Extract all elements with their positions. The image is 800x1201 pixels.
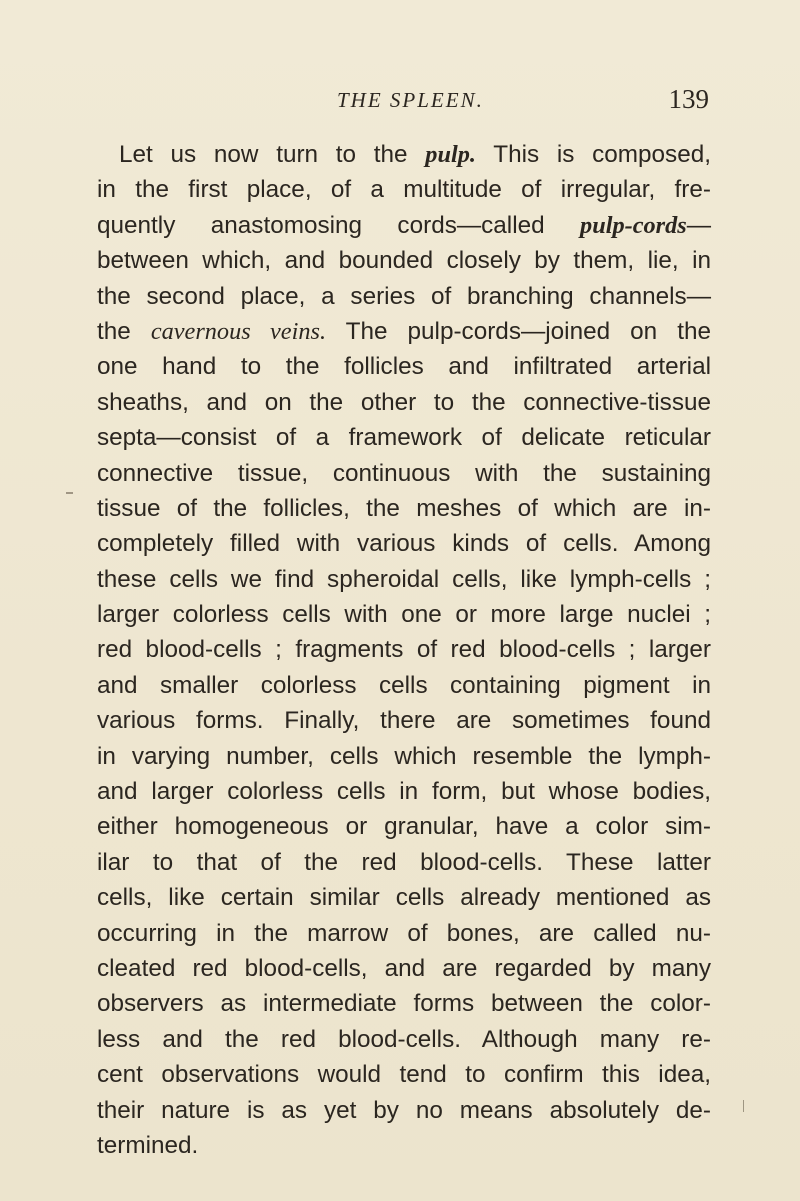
text-line: observers as intermediate forms between the color- <box>97 990 711 1018</box>
text-line: either homogeneous or granular, have a color sim- <box>97 813 711 841</box>
text-line: in varying number, cells which resemble the lymph- <box>97 742 711 770</box>
text-line: various forms. Finally, there are sometimes found <box>97 707 711 735</box>
text-line: in the first place, of a multitude of irregular, fre- <box>97 176 711 204</box>
text-line: quently anastomosing cords—called pulp-cords— <box>97 211 711 239</box>
emphasis-pulp: pulp. <box>425 141 476 168</box>
running-title: THE SPLEEN. <box>337 88 484 112</box>
text-line: occurring in the marrow of bones, are called nu- <box>97 919 711 947</box>
text-line: these cells we find spheroidal cells, like lymph-cells ; <box>97 565 711 593</box>
text-line: Let us now turn to the pulp. This is composed, <box>119 141 711 168</box>
text-line: and larger colorless cells in form, but whose bodies, <box>97 778 711 806</box>
text-line: larger colorless cells with one or more large nuclei ; <box>97 601 711 629</box>
text-line: completely filled with various kinds of cells. Among <box>97 530 711 558</box>
text-line: cleated red blood-cells, and are regarded by many <box>97 954 711 982</box>
text-line: septa—consist of a framework of delicate reticular <box>97 424 711 452</box>
text-line: between which, and bounded closely by them, lie, in <box>97 247 711 275</box>
text-line: cent observations would tend to confirm this idea, <box>97 1061 711 1089</box>
page-header <box>97 86 709 126</box>
margin-mark <box>66 492 73 494</box>
text-line: red blood-cells ; fragments of red blood-cells ; larger <box>97 636 711 664</box>
emphasis-cavernous-veins: cavernous veins. <box>150 317 327 345</box>
page-number: 139 <box>668 84 709 114</box>
text-line: cells, like certain similar cells already mentioned as <box>97 884 711 912</box>
text-line: connective tissue, continuous with the sustaining <box>97 459 711 487</box>
text-line: tissue of the follicles, the meshes of which are in- <box>97 494 711 522</box>
text-line: termined. <box>97 1131 199 1159</box>
text-line: the cavernous veins. The pulp-cords—joined on the <box>97 317 711 345</box>
body-paragraph <box>97 137 711 1163</box>
text-line: ilar to that of the red blood-cells. These latter <box>97 848 711 876</box>
margin-mark <box>743 1100 744 1112</box>
text-line: sheaths, and on the other to the connective-tissue <box>97 388 711 416</box>
text-line: the second place, a series of branching channels— <box>97 282 711 310</box>
text-line: less and the red blood-cells. Although many re- <box>97 1025 711 1053</box>
text-line: one hand to the follicles and infiltrated arterial <box>97 353 711 381</box>
text-line: their nature is as yet by no means absolutely de- <box>97 1096 711 1124</box>
emphasis-pulp-cords: pulp-cords <box>580 211 687 239</box>
text-line: and smaller colorless cells containing pigment in <box>97 671 711 699</box>
